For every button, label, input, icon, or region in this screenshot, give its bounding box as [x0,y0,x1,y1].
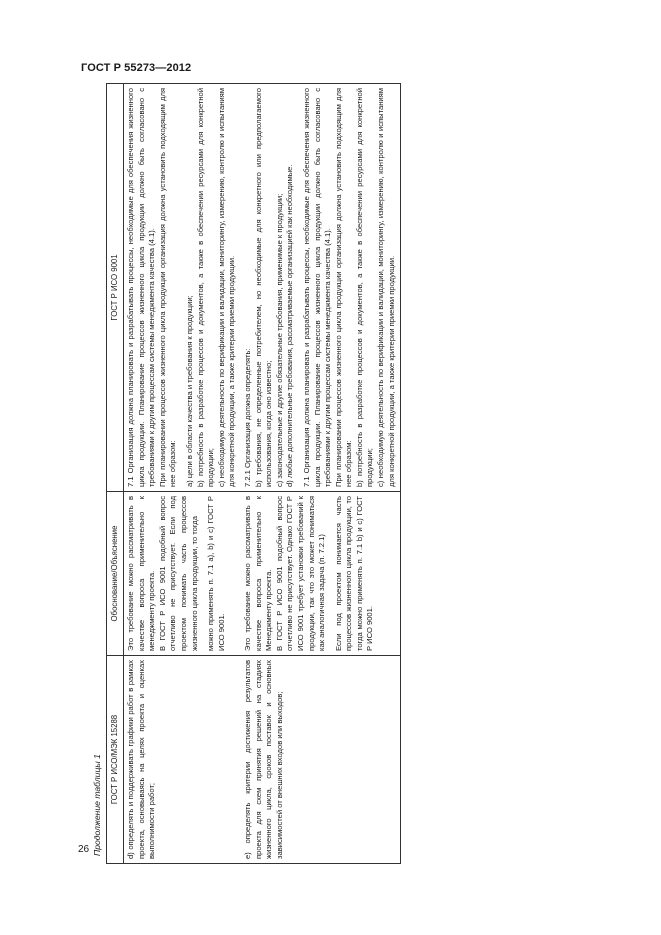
page-number: 26 [78,844,90,855]
cell-paragraph: 7.1 Организация должна планировать и разрабатывать процессы, необходимые для обеспечения жизненного цикла продукции. Планирование процессов жизненного цикла продукции должно быть согласовано с требованиями к другим процессам системы менеджмента качества (4.1). [126,88,157,487]
cell-paragraph: 7.1 Организация должна планировать и разрабатывать процессы, необходимые для обеспечения жизненного цикла продукции. Планирование процессов жизненного цикла продукции должно быть согласовано с требованиями к другим процессам системы менеджмента качества (4.1). [301,88,333,487]
cell-paragraph: В ГОСТ Р ИСО 9001 подобный вопрос отчетливо не присутствует. Если под проектом понимать часть процессов жизненного цикла продукции, то тогда [157,496,199,651]
table-row [124,84,241,864]
column-header-justification: Обоснование/Объяснение [107,492,124,656]
cell-paragraph: 7.2.1 Организация должна определять: [242,348,252,487]
rotated-table-area [90,84,530,864]
table-cell [124,656,241,864]
comparison-table [106,83,401,864]
table-cell [241,656,401,864]
table-header-row [107,84,124,864]
cell-paragraph: с) необходимую деятельность по верификации и валидации, мониторингу, измерению, контролю и испытаниям для конкретной продукции, а также критерии приемки продукции. [216,88,237,487]
cell-paragraph: b) потребность в разработке процессов и документов, а также в обеспечении ресурсами для конкретной продукции; [195,88,216,487]
cell-paragraph: Это требование можно рассматривать в качестве вопроса применительно к менеджменту проекта. [126,496,157,651]
document-code: ГОСТ Р 55273—2012 [81,62,192,74]
cell-paragraph: При планировании процессов жизненного цикла продукции организация должна установить подходящим для нее образом: [333,88,354,487]
cell-paragraph: При планировании процессов жизненного цикла продукции организация должна установить подходящим для нее образом: [157,88,178,487]
cell-paragraph: В ГОСТ Р ИСО 9001 подобный вопрос отчетливо не присутствует. Однако ГОСТ Р ИСО 9001 требует установки требований к продукции, так что это может пониматься как аналогичная задача (п. 7.2.1) [274,496,327,651]
cell-paragraph: Если под проектом понимается часть процессов жизненного цикла продукции, то тогда можно применять п. 7.1 b) и с) ГОСТ Р ИСО 9001. [333,496,375,651]
table-cell [124,84,241,492]
cell-paragraph: b) требования, не определенные потребителем, но необходимые для конкретного или предполагаемого использования, когда оно известно; [253,88,274,487]
cell-paragraph: можно применять п. 7.1 а), b) и с) ГОСТ Р ИСО 9001. [206,496,226,651]
cell-paragraph: b) потребность в разработке процессов и документов, а также в обеспечении ресурсами для конкретной продукции; [354,88,375,487]
column-header-iso9001: ГОСТ Р ИСО 9001 [107,84,124,492]
cell-paragraph: е) определять критерии достижения результатов проекта для схем принятия решений на стадиях жизненного цикла, сроков поставок и основных зависимостей от внешних входов или выходов; [242,660,284,859]
table-cell [241,84,401,492]
cell-paragraph: d) любые дополнительные требования, рассматриваемые организацией как необходимые. [285,164,295,487]
cell-paragraph: d) определять и поддерживать графики работ в рамках проекта, основываясь на целях проекта и оценках выполнимости работ; [126,660,157,859]
column-header-iso15288: ГОСТ Р ИСО/МЭК 15288 [107,656,124,864]
cell-paragraph: а) цели в области качества и требования к продукции; [184,295,194,487]
cell-paragraph: с) необходимую деятельность по верификации и валидации, мониторингу, измерению, контролю и испытаниям для конкретной продукции, а также критерии приемки продукции. [376,88,396,487]
cell-paragraph: Это требование можно рассматривать в качестве вопроса применительно к Менеджменту проекта. [242,496,274,651]
landscape-page [90,84,530,864]
table-cell [124,492,241,656]
table-cell [241,492,401,656]
table-row [241,84,401,864]
cell-paragraph: с) законодательные и другие обязательные требования, применимые к продукции; [274,193,284,487]
table-caption: Продолжение таблицы 1 [92,754,102,856]
